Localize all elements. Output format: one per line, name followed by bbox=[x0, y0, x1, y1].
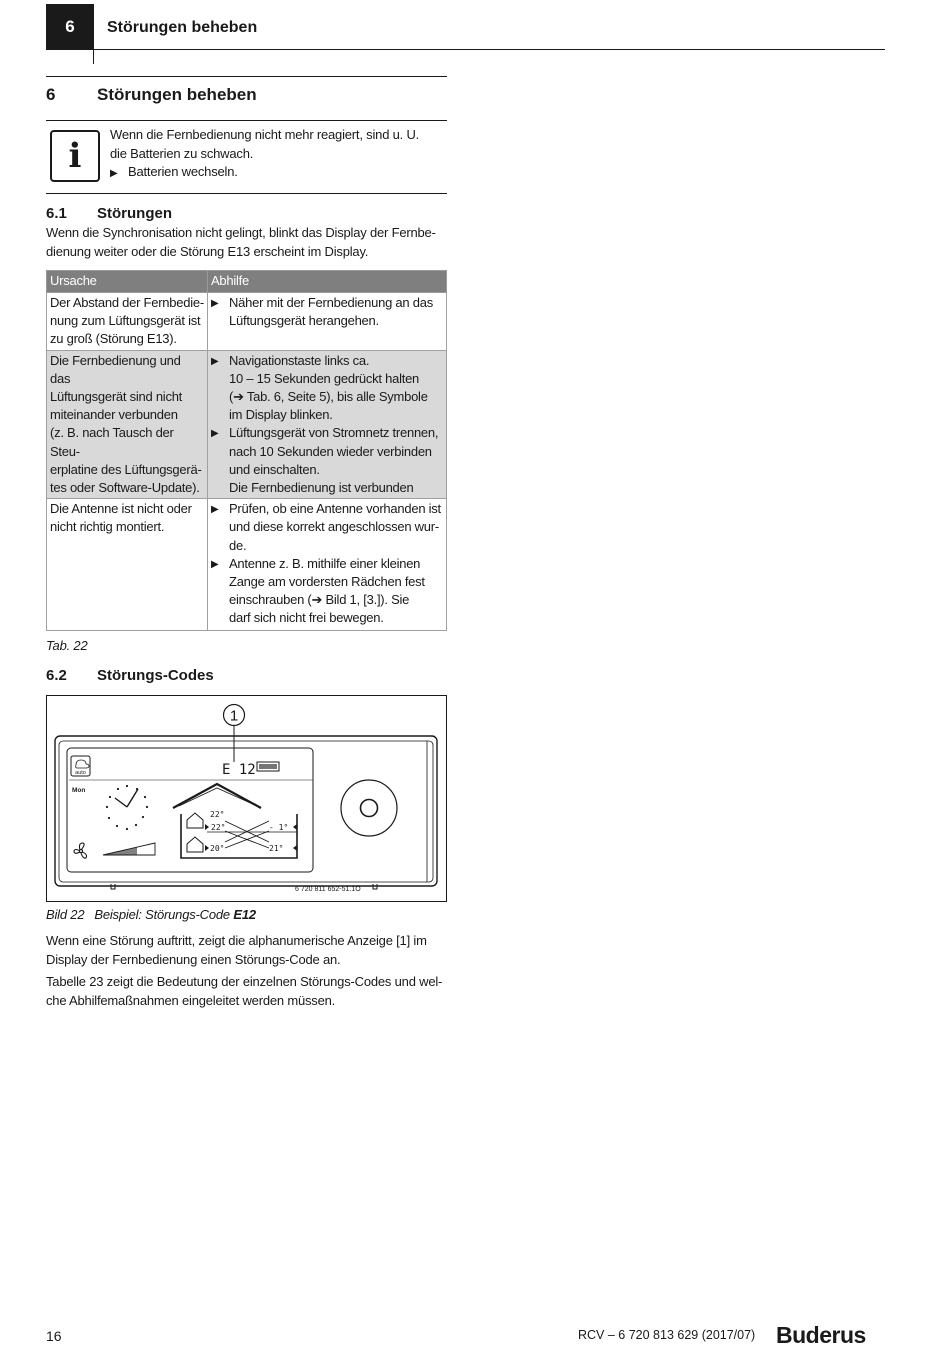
cause-line: tes oder Software-Update). bbox=[50, 480, 200, 496]
bullet-triangle-icon: ▶ bbox=[110, 168, 118, 179]
bullet-triangle-icon: ▶ bbox=[211, 504, 219, 516]
cause-line: nung zum Lüftungsgerät ist bbox=[50, 313, 201, 329]
header-rule bbox=[94, 49, 885, 50]
info-note-line: die Batterien zu schwach. bbox=[110, 145, 254, 161]
remedy-line: und diese korrekt angeschlossen wur- bbox=[229, 519, 439, 535]
paragraph-line: Tabelle 23 zeigt die Bedeutung der einzelnen Störungs-Codes und wel- bbox=[46, 974, 443, 989]
clock-icon bbox=[106, 785, 148, 830]
cause-line: Die Antenne ist nicht oder bbox=[50, 501, 192, 517]
fan-icon bbox=[74, 843, 87, 858]
paragraph bbox=[46, 973, 448, 1010]
day-label: Mon bbox=[72, 787, 86, 794]
figure-caption bbox=[46, 906, 256, 925]
cause-line: miteinander verbunden bbox=[50, 407, 178, 423]
document-id: RCV – 6 720 813 629 (2017/07) bbox=[578, 1328, 756, 1342]
running-header-title: Störungen beheben bbox=[107, 19, 258, 36]
figure-caption-prefix: Bild 22 bbox=[46, 907, 85, 922]
remedy-line: im Display blinken. bbox=[229, 407, 333, 423]
bullet-triangle-icon: ▶ bbox=[211, 558, 219, 570]
paragraph bbox=[46, 932, 448, 969]
section-number: 6 bbox=[46, 85, 56, 104]
remedy-item bbox=[211, 424, 443, 497]
table-header-remedy: Abhilfe bbox=[208, 271, 447, 293]
temp-value: 20° bbox=[210, 844, 225, 853]
display-error-code: E 12 bbox=[222, 762, 256, 778]
table-row bbox=[47, 293, 447, 351]
bullet-triangle-icon: ▶ bbox=[211, 298, 219, 309]
temp-value: 22° bbox=[211, 823, 226, 832]
intro-line: Wenn die Synchronisation nicht gelingt, blinkt das Display der Fernbe- bbox=[46, 225, 436, 240]
cause-cell bbox=[47, 293, 208, 351]
subsection-number: 6.1 bbox=[46, 205, 67, 222]
table-header-row bbox=[47, 271, 447, 293]
cause-line: Der Abstand der Fernbedie- bbox=[50, 295, 204, 310]
cause-line: Lüftungsgerät sind nicht bbox=[50, 389, 183, 405]
remedy-line: Antenne z. B. mithilfe einer kleinen bbox=[229, 555, 421, 571]
cause-line: zu groß (Störung E13). bbox=[50, 331, 177, 347]
subsection-intro bbox=[46, 224, 446, 261]
navigation-button bbox=[361, 800, 378, 817]
remedy-line: Lüftungsgerät herangehen. bbox=[229, 313, 379, 329]
paragraph-line: Wenn eine Störung auftritt, zeigt die alphanumerische Anzeige [1] im bbox=[46, 933, 427, 948]
remedy-line: Navigationstaste links ca. bbox=[229, 352, 370, 368]
bullet-triangle-icon: ▶ bbox=[211, 428, 219, 440]
remedy-cell bbox=[208, 350, 447, 499]
page-number: 16 bbox=[46, 1328, 62, 1344]
bullet-triangle-icon: ▶ bbox=[211, 355, 219, 367]
part-number: 6 720 811 652-51.1O bbox=[295, 886, 361, 893]
brand-logo: Buderus bbox=[776, 1322, 866, 1348]
info-note-action: ▶ Batterien wechseln. bbox=[110, 163, 445, 184]
remedy-item bbox=[211, 294, 443, 330]
paragraph-line: Display der Fernbedienung einen Störungs-Code an. bbox=[46, 951, 341, 967]
remedy-line: nach 10 Sekunden wieder verbinden bbox=[229, 443, 432, 459]
table-row bbox=[47, 499, 447, 630]
remedy-item bbox=[211, 555, 443, 628]
section-rule-top bbox=[46, 76, 447, 77]
remedy-line: Zange am vordersten Rädchen fest bbox=[229, 574, 425, 590]
subsection-number: 6.2 bbox=[46, 667, 67, 684]
navigation-ring bbox=[341, 780, 397, 836]
subsection-title: Störungen bbox=[97, 205, 172, 222]
remedy-item bbox=[211, 352, 443, 425]
remedy-line: darf sich nicht frei bewegen. bbox=[229, 610, 384, 626]
cause-line: Die Fernbedienung und das bbox=[50, 352, 181, 386]
info-note bbox=[110, 126, 445, 184]
temp-value: 22° bbox=[210, 810, 225, 819]
remedy-cell bbox=[208, 293, 447, 351]
fault-table bbox=[46, 270, 447, 631]
remedy-line: 10 – 15 Sekunden gedrückt halten bbox=[229, 370, 420, 386]
info-note-line: Wenn die Fernbedienung nicht mehr reagiert, sind u. U. bbox=[110, 127, 420, 142]
cause-cell bbox=[47, 499, 208, 630]
cause-line: erplatine des Lüftungsgerä- bbox=[50, 461, 202, 477]
remedy-line: einschrauben (➔ Bild 1, [3.]). Sie bbox=[229, 592, 410, 608]
note-rule-top bbox=[46, 120, 447, 121]
chapter-number-box bbox=[46, 4, 94, 50]
temp-value: 21° bbox=[269, 844, 284, 853]
temp-value: - 1° bbox=[269, 823, 289, 832]
remote-control-illustration bbox=[47, 696, 446, 901]
note-rule-bottom bbox=[46, 193, 447, 194]
subsection-title: Störungs-Codes bbox=[97, 667, 214, 684]
remedy-item bbox=[211, 500, 443, 555]
remedy-line: Lüftungsgerät von Stromnetz trennen, bbox=[229, 425, 439, 441]
room-icon bbox=[187, 813, 203, 852]
device-outer bbox=[55, 736, 437, 886]
cause-line: (z. B. nach Tausch der Steu- bbox=[50, 425, 174, 459]
cause-cell bbox=[47, 350, 208, 499]
figure-caption-code: E12 bbox=[233, 907, 256, 922]
remedy-line: (➔ Tab. 6, Seite 5), bis alle Symbole bbox=[229, 389, 428, 405]
signal-fill bbox=[259, 764, 277, 769]
remedy-line: und einschalten. bbox=[229, 461, 320, 477]
cause-line: nicht richtig montiert. bbox=[50, 519, 165, 535]
table-row bbox=[47, 350, 447, 499]
callout-label: 1 bbox=[229, 707, 239, 725]
figure-frame bbox=[46, 695, 447, 902]
remedy-line: Prüfen, ob eine Antenne vorhanden ist bbox=[229, 501, 441, 517]
table-header-cause: Ursache bbox=[47, 271, 208, 293]
intro-line: dienung weiter oder die Störung E13 erscheint im Display. bbox=[46, 243, 369, 259]
remedy-cell bbox=[208, 499, 447, 630]
figure-caption-text: Beispiel: Störungs-Code bbox=[94, 907, 234, 922]
cloud-icon bbox=[76, 760, 89, 768]
remedy-line: de. bbox=[229, 537, 247, 553]
paragraph-line: che Abhilfemaßnahmen eingeleitet werden müssen. bbox=[46, 992, 336, 1008]
remedy-line: Die Fernbedienung ist verbunden bbox=[229, 480, 414, 496]
header-tick bbox=[93, 50, 94, 64]
chapter-number: 6 bbox=[65, 17, 75, 36]
auto-label: auto bbox=[75, 770, 86, 776]
info-icon: i bbox=[50, 130, 100, 182]
table-caption: Tab. 22 bbox=[46, 638, 88, 653]
section-title: Störungen beheben bbox=[97, 85, 257, 104]
remedy-line: Näher mit der Fernbedienung an das bbox=[229, 295, 433, 310]
